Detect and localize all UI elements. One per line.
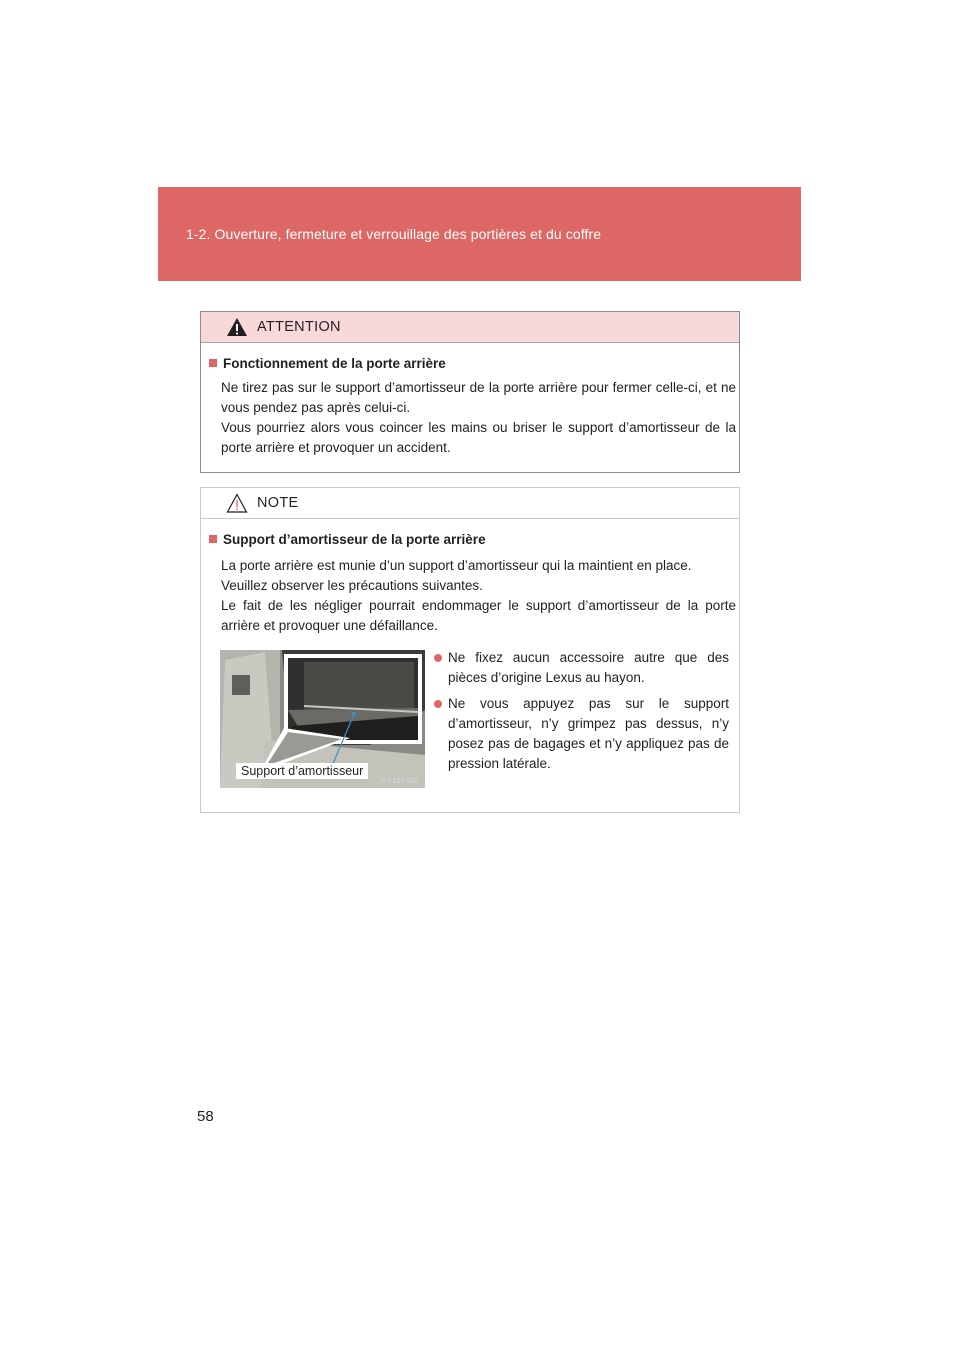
square-bullet-icon <box>209 359 217 367</box>
bullet-dot-icon <box>434 700 442 708</box>
note-paragraph-2: Veuillez observer les précautions suivantes. <box>221 578 483 593</box>
note-bullet-list <box>434 648 729 780</box>
list-item: Ne vous appuyez pas sur le support d’amortisseur, n’y grimpez pas dessus, n’y posez pas de bagages et n’y appliquez pas de pression latérale. <box>434 694 729 774</box>
note-header <box>201 488 739 519</box>
damper-support-figure <box>220 650 425 788</box>
attention-paragraph-1: Ne tirez pas sur le support d’amortisseur de la porte arrière pour fermer celle-ci, et ne vous pendez pas après celui-ci. <box>221 380 736 415</box>
attention-header <box>201 312 739 343</box>
note-paragraph-1: La porte arrière est munie d’un support d’amortisseur qui la maintient en place. <box>221 558 692 573</box>
attention-box <box>200 311 740 473</box>
attention-section-title: Fonctionnement de la porte arrière <box>209 356 446 371</box>
bullet-dot-icon <box>434 654 442 662</box>
caution-triangle-outline-icon <box>226 493 248 513</box>
warning-triangle-icon <box>226 317 248 337</box>
page-number: 58 <box>197 1108 214 1125</box>
figure-code: ILY12F020 <box>380 778 419 785</box>
figure-label: Support d’amortisseur <box>236 763 368 779</box>
attention-paragraph-2: Vous pourriez alors vous coincer les mains ou briser le support d’amortisseur de la porte arrière et provoquer un accident. <box>221 420 736 455</box>
attention-label: ATTENTION <box>257 319 341 335</box>
chapter-title: 1-2. Ouverture, fermeture et verrouillage des portières et du coffre <box>186 226 602 242</box>
note-box <box>200 487 740 813</box>
note-label: NOTE <box>257 495 299 511</box>
square-bullet-icon <box>209 535 217 543</box>
note-paragraph-3: Le fait de les négliger pourrait endommager le support d’amortisseur de la porte arrière et provoquer une défaillance. <box>221 598 736 633</box>
list-item: Ne fixez aucun accessoire autre que des pièces d’origine Lexus au hayon. <box>434 648 729 688</box>
chapter-header-band <box>158 187 801 281</box>
note-section-title: Support d’amortisseur de la porte arrière <box>209 532 486 547</box>
